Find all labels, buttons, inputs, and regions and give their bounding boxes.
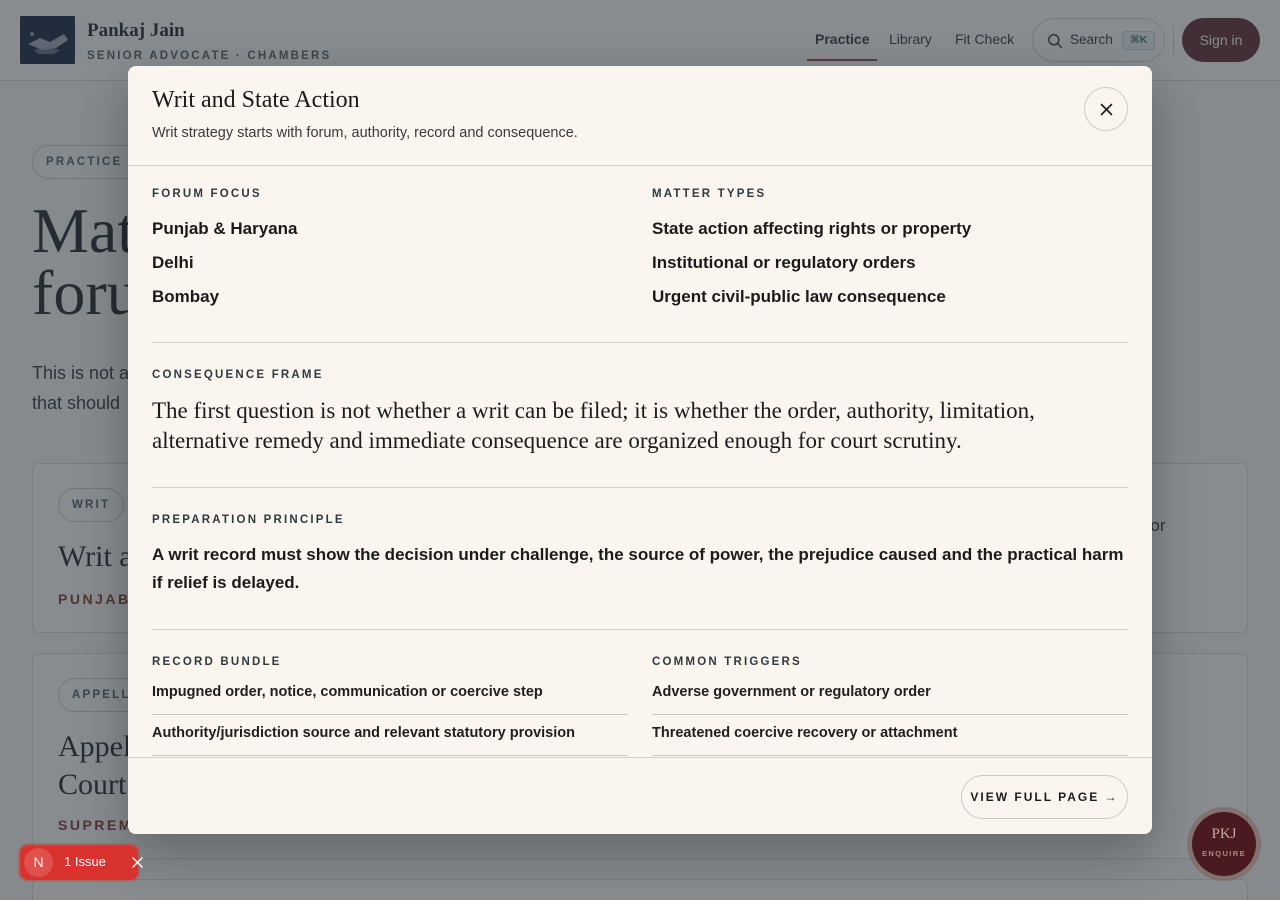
consequence-frame-label: CONSEQUENCE FRAME <box>152 369 324 381</box>
common-triggers-label: COMMON TRIGGERS <box>652 656 802 668</box>
record-bundle-item: Impugned order, notice, communication or coercive step <box>152 674 628 715</box>
enquire-monogram: PKJ <box>1211 826 1237 842</box>
modal-footer <box>128 757 1152 834</box>
record-bundle-item: Authority/jurisdiction source and relevant statutory provision <box>152 715 628 756</box>
enquire-label: ENQUIRE <box>1202 849 1246 858</box>
preparation-principle-label: PREPARATION PRINCIPLE <box>152 514 345 526</box>
forum-item: Bombay <box>152 287 220 306</box>
issue-initial-avatar: N <box>24 848 53 877</box>
practice-detail-modal <box>128 66 1152 834</box>
forum-item: Punjab & Haryana <box>152 219 298 238</box>
preparation-principle-text: A writ record must show the decision under challenge, the source of power, the prejudice caused and the practical harm if relief is delayed. <box>152 545 1124 592</box>
section-divider <box>152 487 1128 488</box>
enquire-button[interactable] <box>1192 812 1256 876</box>
close-button[interactable] <box>1084 87 1128 131</box>
modal-title: Writ and State Action <box>152 87 360 113</box>
close-icon <box>1100 103 1113 116</box>
matter-types-label: MATTER TYPES <box>652 188 767 200</box>
forum-focus-label: FORUM FOCUS <box>152 188 262 200</box>
matter-type-item: Institutional or regulatory orders <box>652 253 916 272</box>
modal-subtitle: Writ strategy starts with forum, authority, record and consequence. <box>152 125 578 141</box>
forum-item: Delhi <box>152 253 194 272</box>
common-trigger-item: Threatened coercive recovery or attachment <box>652 715 1128 756</box>
matter-type-item: Urgent civil-public law consequence <box>652 287 946 306</box>
view-full-page-button[interactable]: VIEW FULL PAGE → <box>961 775 1128 819</box>
modal-body[interactable] <box>128 166 1152 757</box>
consequence-frame-text: The first question is not whether a writ can be filed; it is whether the order, authority, limitation, alternative remedy and immediate consequence are organized enough for court scrutiny. <box>152 398 1035 453</box>
record-bundle-label: RECORD BUNDLE <box>152 656 282 668</box>
section-divider <box>152 342 1128 343</box>
section-divider <box>152 629 1128 630</box>
issue-count-label: 1 Issue <box>64 854 106 869</box>
modal-header <box>128 66 1152 166</box>
issues-badge[interactable] <box>20 845 138 880</box>
common-trigger-item: Adverse government or regulatory order <box>652 674 1128 715</box>
matter-type-item: State action affecting rights or property <box>652 219 972 238</box>
close-icon[interactable] <box>132 857 143 868</box>
